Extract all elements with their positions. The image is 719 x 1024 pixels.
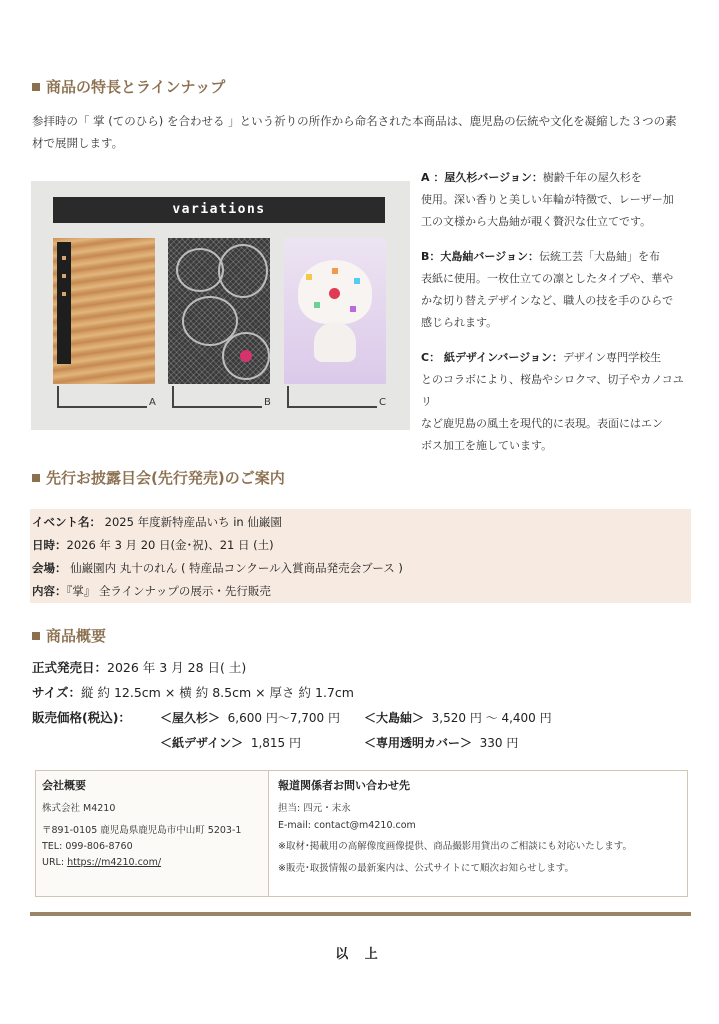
confetti [350,306,356,312]
spec-value: 2026 年 3 月 28 日( 土) [107,660,247,675]
price-cover [364,731,518,755]
flower-pattern [176,248,224,292]
variant-text: 使用。深い香りと美しい年輪が特徴で、レーザー加 [421,193,674,206]
section-title-overview [32,625,106,646]
variant-text: デザイン専門学校生 [562,351,662,364]
event-content [32,580,271,602]
variant-text: 表紙に使用。一枚仕立ての凛としたタイプや、華や [421,272,674,285]
variant-text: とのコラボにより、桜島やシロクマ、切子やカノコユリ [421,373,684,408]
confetti [306,274,312,280]
square-bullet-icon [32,632,40,640]
event-label: 会場： [32,561,67,575]
bracket-a [57,386,147,408]
press-heading: 報道関係者お問い合わせ先 [278,779,410,792]
company-url [42,857,161,868]
bottom-rule [30,912,691,916]
press-email: E-mail: contact@m4210.com [278,820,416,831]
event-label: イベント名： [32,515,101,529]
bracket-label-a: A [149,397,156,408]
bracket-label-b: B [264,397,271,408]
event-value: 2026 年 3 月 20 日(金･祝)、21 日 (土) [66,538,274,552]
bracket-b [172,386,262,408]
section-title-event [32,467,285,488]
section-title-lineup [32,76,225,97]
bracket-c [287,386,377,408]
press-note-2: ※販売･取扱情報の最新案内は、公式サイトにて順次お知らせします。 [278,863,575,874]
price-item-value: 1,815 円 [250,736,301,750]
event-venue [32,557,403,579]
price-item-label: ＜専用透明カバー＞ [364,736,473,750]
square-bullet-icon [32,83,40,91]
variant-b [421,246,691,334]
spec-label: 正式発売日： [32,660,108,675]
price-item-label: ＜屋久杉＞ [160,711,221,725]
variant-heading: C： 紙デザインバージョン： [421,351,563,364]
price-yakusugi [160,706,340,730]
price-item-label: ＜大島紬＞ [364,711,425,725]
variant-text: 樹齢千年の屋久杉を [542,171,642,184]
press-note-1: ※取材･掲載用の高解像度画像提供、商品撮影用貸出のご相談にも対応いたします。 [278,841,632,852]
spec-value: 縦 約 12.5cm × 横 約 8.5cm × 厚さ 約 1.7cm [81,685,354,700]
price-paper [160,731,301,755]
confetti [314,302,320,308]
press-contact: 担当: 四元・末永 [278,803,351,814]
bracket-label-c: C [379,397,386,408]
event-name [32,511,282,533]
contact-info-box [35,770,688,897]
variant-heading: A ：屋久杉バージョン： [421,171,543,184]
price-item-value: 3,520 円 ～ 4,400 円 [431,711,552,725]
square-bullet-icon [32,474,40,482]
cover-oshima-tsumugi [168,238,270,384]
variant-text: ボス加工を施しています。 [421,439,553,452]
cover-spine [57,242,71,364]
variant-text: 伝統工芸「大島紬」を布 [538,250,660,263]
event-value: 『掌』 全ラインナップの展示・先行販売 [66,584,271,598]
company-heading: 会社概要 [42,779,86,792]
event-date [32,534,274,556]
cover-yakusugi [53,238,155,384]
variant-heading: B：大島紬バージョン： [421,250,539,263]
intro-paragraph [32,110,692,154]
price-item-label: ＜紙デザイン＞ [160,736,244,750]
spec-label: 販売価格(税込)： [32,710,131,725]
closing-text: 以 上 [335,947,384,962]
company-name: 株式会社 M4210 [42,803,116,814]
intro-line: 材で展開します。 [32,136,124,150]
product-size [32,681,354,705]
event-value: 2025 年度新特産品いち in 仙巌園 [101,515,282,529]
company-url-link[interactable]: https://m4210.com/ [67,857,162,868]
illustration-cherry [329,288,340,299]
cover-paper-design [284,238,386,384]
intro-line: 参拝時の「 掌 (てのひら) を合わせる 」という祈りの所作から命名された本商品は、鹿児島の伝統や文化を凝縮した３つの素 [32,114,677,128]
variant-text: 感じられます。 [421,316,498,329]
company-tel: TEL: 099-806-8760 [42,841,133,852]
section-title-text: 商品概要 [46,627,107,645]
variant-c [421,347,691,457]
variations-banner: variations [53,197,385,223]
confetti [354,278,360,284]
spec-label: サイズ： [32,685,82,700]
variant-text: かな切り替えデザインなど、職人の技を手のひらで [421,294,674,307]
event-label: 日時： [32,538,67,552]
event-value: 仙巌園内 丸十のれん ( 特産品コンクール入賞商品発売会ブース ) [66,561,403,575]
variant-a [421,167,691,233]
price-oshima [364,706,552,730]
variant-text: 工の文様から大島紬が覗く贅沢な仕立てです。 [421,215,652,228]
section-title-text: 先行お披露目会(先行発売)のご案内 [46,469,285,487]
variant-text: など鹿児島の風土を現代的に表現。表面にはエン [421,417,663,430]
flower-center [240,350,252,362]
price-item-value: 6,600 円～7,700 円 [227,711,340,725]
url-label: URL: [42,857,68,868]
price-item-value: 330 円 [479,736,519,750]
flower-pattern [218,244,268,298]
price-label [32,706,131,730]
company-address: 〒891-0105 鹿児島県鹿児島市中山町 5203-1 [42,825,242,836]
illustration-stem [314,322,356,362]
release-date [32,656,246,680]
event-label: 内容： [32,584,67,598]
confetti [332,268,338,274]
section-title-text: 商品の特長とラインナップ [46,78,226,96]
variations-image [31,181,410,430]
